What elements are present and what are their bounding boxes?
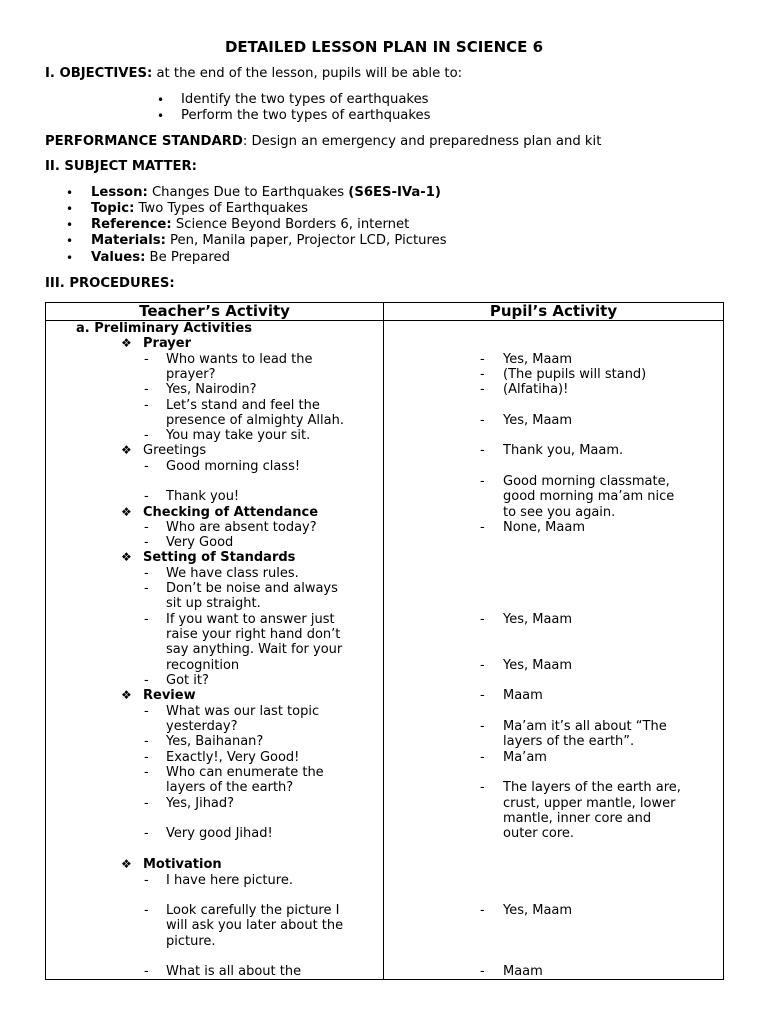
- review-heading: Review: [143, 688, 196, 703]
- teacher-line: I have here picture.: [166, 873, 293, 888]
- diamond-bullet-icon: ❖: [121, 550, 132, 564]
- dash-bullet: -: [144, 903, 149, 918]
- dash-bullet: -: [480, 367, 485, 382]
- teacher-line: Thank you!: [166, 489, 240, 504]
- teacher-line: picture.: [166, 934, 216, 949]
- standards-heading: Setting of Standards: [143, 550, 296, 565]
- teacher-line: Don’t be noise and always: [166, 581, 338, 596]
- bullet-icon: •: [66, 186, 74, 200]
- dash-bullet: -: [480, 750, 485, 765]
- pupil-line: to see you again.: [503, 505, 616, 520]
- table-row: [46, 321, 724, 980]
- dash-bullet: -: [480, 903, 485, 918]
- subject-item-lesson: [91, 185, 441, 200]
- teacher-line: Who wants to lead the: [166, 352, 313, 367]
- bullet-icon: •: [157, 93, 165, 107]
- pupil-line: mantle, inner core and: [503, 811, 652, 826]
- subject-item-label: Materials:: [91, 233, 166, 248]
- objectives-label: I. OBJECTIVES:: [45, 66, 153, 81]
- subject-item-values: [91, 250, 230, 265]
- dash-bullet: -: [144, 566, 149, 581]
- dash-bullet: -: [144, 428, 149, 443]
- teacher-activity-header: Teacher’s Activity: [46, 303, 384, 321]
- pupil-activity-header: Pupil’s Activity: [384, 303, 724, 321]
- dash-bullet: -: [144, 459, 149, 474]
- dash-bullet: -: [144, 489, 149, 504]
- pupil-activity-cell: [384, 321, 724, 980]
- dash-bullet: -: [144, 382, 149, 397]
- procedures-heading: III. PROCEDURES:: [45, 276, 175, 291]
- pupil-line: Yes, Maam: [503, 352, 573, 367]
- objectives-text: at the end of the lesson, pupils will be able to:: [152, 66, 463, 81]
- performance-standard: [45, 134, 601, 149]
- dash-bullet: -: [144, 734, 149, 749]
- bullet-icon: •: [66, 251, 74, 265]
- teacher-line: Good morning class!: [166, 459, 301, 474]
- preliminary-activities: a. Preliminary Activities: [76, 321, 252, 336]
- teacher-line: Yes, Jihad?: [166, 796, 235, 811]
- dash-bullet: -: [480, 443, 485, 458]
- teacher-line: Look carefully the picture I: [166, 903, 340, 918]
- attendance-heading: Checking of Attendance: [143, 505, 319, 520]
- pupil-line: Yes, Maam: [503, 612, 573, 627]
- pupil-line: Good morning classmate,: [503, 474, 670, 489]
- diamond-outline-bullet-icon: ❖: [121, 443, 132, 457]
- dash-bullet: -: [480, 352, 485, 367]
- teacher-line: raise your right hand don’t: [166, 627, 341, 642]
- teacher-line: Very Good: [166, 535, 234, 550]
- pupil-line: Ma’am it’s all about “The: [503, 719, 667, 734]
- bullet-icon: •: [66, 234, 74, 248]
- teacher-line: Yes, Nairodin?: [166, 382, 257, 397]
- pupil-line: Yes, Maam: [503, 903, 573, 918]
- dash-bullet: -: [144, 796, 149, 811]
- dash-bullet: -: [144, 673, 149, 688]
- subject-item-reference: [91, 217, 409, 232]
- prayer-heading: Prayer: [143, 336, 192, 351]
- teacher-line: layers of the earth?: [166, 780, 294, 795]
- teacher-line: say anything. Wait for your: [166, 642, 343, 657]
- pupil-line: Ma’am: [503, 750, 547, 765]
- dash-bullet: -: [144, 581, 149, 596]
- diamond-bullet-icon: ❖: [121, 857, 132, 871]
- teacher-activity-cell: [46, 321, 384, 980]
- teacher-line: Yes, Baihanan?: [166, 734, 264, 749]
- dash-bullet: -: [480, 520, 485, 535]
- subject-item-label: Values:: [91, 250, 146, 265]
- teacher-line: presence of almighty Allah.: [166, 413, 344, 428]
- teacher-line: prayer?: [166, 367, 216, 382]
- greetings-heading: Greetings: [143, 443, 207, 458]
- dash-bullet: -: [480, 413, 485, 428]
- subject-item-topic: [91, 201, 308, 216]
- teacher-line: What is all about the: [166, 964, 302, 979]
- performance-text: : Design an emergency and preparedness plan and kit: [242, 134, 602, 149]
- dash-bullet: -: [144, 750, 149, 765]
- pupil-line: (The pupils will stand): [503, 367, 647, 382]
- subject-item-text: Two Types of Earthquakes: [134, 201, 309, 216]
- teacher-line: will ask you later about the: [166, 918, 344, 933]
- pupil-line: Yes, Maam: [503, 413, 573, 428]
- objectives-heading: [45, 66, 462, 81]
- diamond-bullet-icon: ❖: [121, 505, 132, 519]
- pupil-line: Maam: [503, 688, 543, 703]
- dash-bullet: -: [144, 612, 149, 627]
- pupil-line: good morning ma’am nice: [503, 489, 675, 504]
- pupil-line: Thank you, Maam.: [503, 443, 624, 458]
- page-title: DETAILED LESSON PLAN IN SCIENCE 6: [224, 38, 544, 56]
- pupil-line: Yes, Maam: [503, 658, 573, 673]
- dash-bullet: -: [480, 612, 485, 627]
- teacher-line: sit up straight.: [166, 596, 261, 611]
- dash-bullet: -: [144, 765, 149, 780]
- teacher-line: Very good Jihad!: [166, 826, 273, 841]
- subject-item-text: Science Beyond Borders 6, internet: [171, 217, 410, 232]
- dash-bullet: -: [144, 520, 149, 535]
- pupil-line: None, Maam: [503, 520, 585, 535]
- dash-bullet: -: [480, 474, 485, 489]
- activity-table: [45, 302, 724, 980]
- bullet-icon: •: [66, 202, 74, 216]
- teacher-line: What was our last topic: [166, 704, 320, 719]
- dash-bullet: -: [480, 382, 485, 397]
- bullet-icon: •: [66, 218, 74, 232]
- objective-item: Perform the two types of earthquakes: [181, 108, 431, 123]
- dash-bullet: -: [144, 352, 149, 367]
- pupil-line: Maam: [503, 964, 543, 979]
- dash-bullet: -: [480, 658, 485, 673]
- dash-bullet: -: [480, 688, 485, 703]
- dash-bullet: -: [144, 873, 149, 888]
- motivation-heading: Motivation: [143, 857, 222, 872]
- subject-item-text: Changes Due to Earthquakes: [147, 185, 349, 200]
- teacher-line: Got it?: [166, 673, 209, 688]
- table-header-row: [46, 303, 724, 321]
- dash-bullet: -: [144, 826, 149, 841]
- bullet-icon: •: [157, 109, 165, 123]
- teacher-line: recognition: [166, 658, 240, 673]
- subject-item-label: Topic:: [91, 201, 135, 216]
- dash-bullet: -: [480, 719, 485, 734]
- pupil-line: (Alfatiha)!: [503, 382, 569, 397]
- subject-matter-heading: II. SUBJECT MATTER:: [45, 159, 197, 174]
- diamond-bullet-icon: ❖: [121, 336, 132, 350]
- performance-label: PERFORMANCE STANDARD: [45, 134, 243, 149]
- pupil-line: layers of the earth”.: [503, 734, 635, 749]
- dash-bullet: -: [144, 535, 149, 550]
- teacher-line: Who are absent today?: [166, 520, 317, 535]
- subject-item-label: Lesson:: [91, 185, 148, 200]
- dash-bullet: -: [480, 964, 485, 979]
- teacher-line: Who can enumerate the: [166, 765, 324, 780]
- pupil-line: The layers of the earth are,: [503, 780, 681, 795]
- teacher-line: Let’s stand and feel the: [166, 398, 320, 413]
- subject-item-label: Reference:: [91, 217, 172, 232]
- teacher-line: Exactly!, Very Good!: [166, 750, 300, 765]
- objective-item: Identify the two types of earthquakes: [181, 92, 429, 107]
- dash-bullet: -: [144, 964, 149, 979]
- teacher-line: yesterday?: [166, 719, 238, 734]
- pupil-line: outer core.: [503, 826, 575, 841]
- diamond-bullet-icon: ❖: [121, 688, 132, 702]
- lesson-code: (S6ES-IVa-1): [348, 185, 441, 200]
- teacher-line: We have class rules.: [166, 566, 299, 581]
- pupil-line: crust, upper mantle, lower: [503, 796, 676, 811]
- dash-bullet: -: [144, 398, 149, 413]
- teacher-line: You may take your sit.: [166, 428, 311, 443]
- teacher-line: If you want to answer just: [166, 612, 335, 627]
- subject-item-text: Be Prepared: [145, 250, 230, 265]
- subject-item-materials: [91, 233, 447, 248]
- subject-item-text: Pen, Manila paper, Projector LCD, Pictures: [165, 233, 447, 248]
- dash-bullet: -: [480, 780, 485, 795]
- dash-bullet: -: [144, 704, 149, 719]
